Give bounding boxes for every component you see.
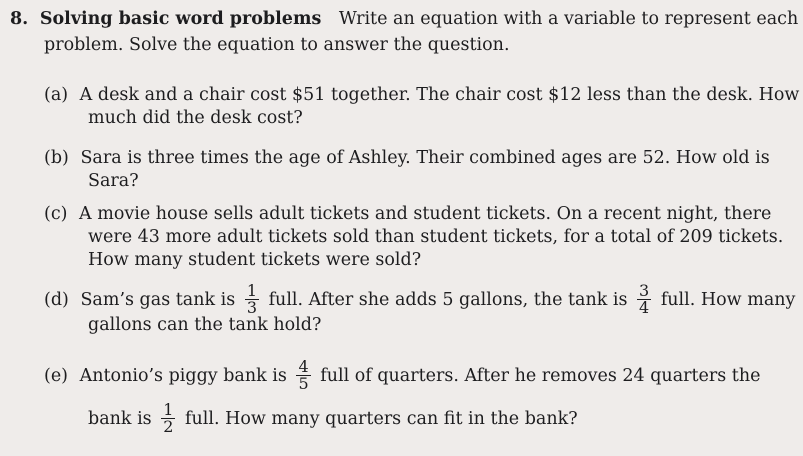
problem-heading: Solving basic word problems	[39, 9, 322, 29]
part-e-line2-text1: bank is	[88, 409, 152, 429]
part-c-line1	[44, 203, 771, 225]
fraction-denominator: 3	[246, 298, 257, 317]
fraction-denominator: 2	[163, 417, 174, 436]
fraction-numerator: 1	[163, 400, 174, 419]
part-e-label: (e)	[44, 366, 69, 386]
fraction-one-half	[161, 402, 175, 435]
part-e-text2: full of quarters. After he removes 24 quarters the	[320, 366, 761, 386]
fraction-denominator: 4	[639, 298, 650, 317]
problem-instruction-1: Write an equation with a variable to represent each	[338, 9, 799, 29]
part-c-text1: A movie house sells adult tickets and student tickets. On a recent night, there	[79, 204, 772, 224]
part-b-label: (b)	[44, 148, 69, 168]
part-d-text1: Sam’s gas tank is	[80, 290, 236, 310]
part-d-line2: gallons can the tank hold?	[88, 315, 322, 335]
part-d-text2: full. After she adds 5 gallons, the tank is	[268, 290, 628, 310]
part-d-line1	[44, 281, 796, 317]
part-e-text1: Antonio’s piggy bank is	[79, 366, 287, 386]
fraction-numerator: 3	[639, 281, 650, 300]
fraction-four-fifths	[296, 359, 310, 392]
fraction-three-fourths	[637, 283, 651, 316]
fraction-numerator: 1	[246, 281, 257, 300]
fraction-numerator: 4	[298, 357, 309, 376]
part-b-line2: Sara?	[88, 171, 139, 191]
part-b-text1: Sara is three times the age of Ashley. Their combined ages are 52. How old is	[80, 148, 770, 168]
part-c-label: (c)	[44, 204, 68, 224]
part-c-line3: How many student tickets were sold?	[88, 250, 422, 270]
part-e-line1	[44, 357, 761, 393]
fraction-one-third	[245, 283, 259, 316]
part-a-label: (a)	[44, 85, 69, 105]
part-e-line2-text2: full. How many quarters can fit in the bank?	[185, 409, 578, 429]
problem-number: 8.	[10, 9, 29, 29]
part-a-text1: A desk and a chair cost $51 together. The chair cost $12 less than the desk. How	[79, 85, 800, 105]
part-b-line1	[44, 147, 770, 169]
problem-instruction-2: problem. Solve the equation to answer the question.	[44, 35, 510, 55]
fraction-denominator: 5	[298, 374, 309, 393]
problem-header-line1	[10, 8, 798, 30]
part-a-line2: much did the desk cost?	[88, 108, 303, 128]
part-a-line1	[44, 84, 799, 106]
part-d-text3: full. How many	[660, 290, 796, 310]
part-d-label: (d)	[44, 290, 69, 310]
part-c-line2: were 43 more adult tickets sold than student tickets, for a total of 209 tickets.	[88, 227, 784, 247]
part-e-line2	[88, 400, 578, 436]
